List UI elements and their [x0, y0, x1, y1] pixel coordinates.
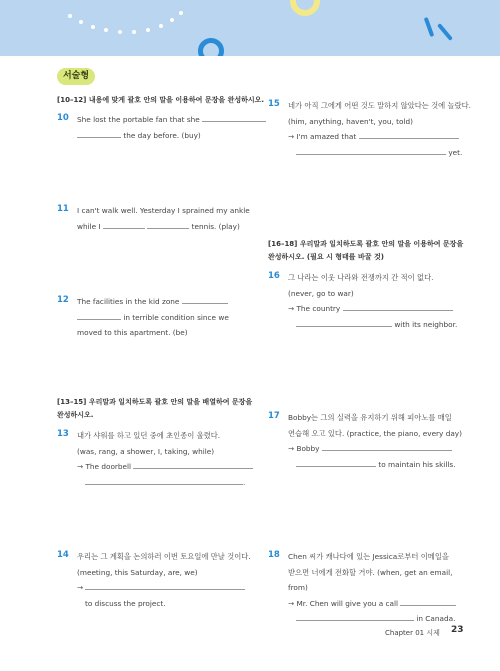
arrow-icon: →: [288, 598, 295, 608]
answer-blank[interactable]: [322, 442, 452, 451]
question-text: (him, anything, haven't, you, told): [288, 116, 413, 126]
answer-blank[interactable]: [400, 597, 456, 606]
decorative-slash: [437, 23, 453, 41]
answer-blank[interactable]: [202, 113, 266, 122]
decorative-dot: [159, 24, 163, 28]
question-text: yet.: [448, 147, 463, 157]
decorative-ring-blue: [198, 38, 224, 56]
decorative-dot: [68, 14, 72, 18]
arrow-icon: →: [77, 583, 84, 592]
answer-blank[interactable]: [77, 311, 121, 320]
question-text: the day before. (buy): [123, 130, 201, 140]
decorative-dot: [132, 30, 136, 34]
decorative-dot: [104, 28, 108, 32]
question-text: with its neighbor.: [394, 319, 458, 329]
answer-blank[interactable]: [296, 458, 376, 467]
question-number: 18: [268, 550, 280, 560]
question-number: 12: [57, 295, 69, 305]
question-number: 10: [57, 113, 69, 123]
answer-blank[interactable]: [359, 130, 459, 139]
question-text: Mr. Chen will give you a call: [296, 598, 399, 608]
question-text: to discuss the project.: [85, 598, 166, 608]
decorative-dot: [179, 11, 183, 15]
instruction-line: 완성하시오.: [57, 411, 94, 419]
instruction-16-18: [268, 238, 463, 264]
question-11: [77, 203, 250, 234]
question-number: 17: [268, 411, 280, 421]
instruction-line: [13–15] 우리말과 일치하도록 괄호 안의 말을 배열하여 문장을: [57, 398, 253, 406]
question-14: [77, 549, 251, 611]
question-18: [288, 549, 456, 627]
question-text: in terrible condition since we: [123, 312, 229, 322]
question-16: [288, 270, 457, 332]
question-text: 연습해 오고 있다. (practice, the piano, every day): [288, 428, 462, 438]
question-text: 우리는 그 계획을 논의하러 이번 토요일에 만날 것이다.: [77, 552, 251, 561]
question-text: 그 나라는 이웃 나라와 전쟁까지 간 적이 없다.: [288, 273, 434, 282]
question-number: 14: [57, 550, 69, 560]
question-text: (never, go to war): [288, 288, 354, 298]
page-number: 23: [451, 625, 464, 635]
decorative-dot: [91, 25, 95, 29]
question-number: 16: [268, 271, 280, 281]
instruction-line: [16–18] 우리말과 일치하도록 괄호 안의 말을 이용하여 문장을: [268, 240, 464, 248]
question-text: She lost the portable fan that she: [77, 115, 200, 124]
decorative-ring-yellow: [290, 0, 320, 16]
question-text: (was, rang, a shower, I, taking, while): [77, 446, 215, 456]
question-text: I can't walk well. Yesterday I sprained my ankle: [77, 206, 250, 215]
question-17: [288, 410, 462, 472]
question-text: The country: [296, 304, 341, 313]
question-text: Chen 씨가 캐나다에 있는 Jessica로부터 이메일을: [288, 552, 449, 561]
question-text: 네가 아직 그에게 어떤 것도 말하지 않았다는 것에 놀랐다.: [288, 101, 471, 110]
question-number: 13: [57, 429, 69, 439]
decorative-slash: [424, 17, 435, 37]
section-badge: 서술형: [57, 68, 95, 85]
answer-blank[interactable]: [296, 318, 392, 327]
question-text: 내가 샤워를 하고 있던 중에 초인종이 울렸다.: [77, 431, 221, 440]
arrow-icon: →: [288, 132, 295, 141]
question-text: Bobby는 그의 실력을 유지하기 위해 피아노를 매일: [288, 413, 452, 422]
answer-blank[interactable]: [296, 146, 446, 155]
answer-blank[interactable]: [103, 220, 145, 229]
arrow-icon: →: [288, 444, 295, 453]
instruction-13-15: [57, 396, 252, 422]
answer-blank[interactable]: [77, 129, 121, 138]
answer-blank[interactable]: [182, 295, 228, 304]
answer-blank[interactable]: [296, 612, 414, 621]
question-text: The facilities in the kid zone: [77, 297, 180, 306]
question-text: .: [243, 477, 246, 487]
instruction-line: 완성하시오. (필요 시 형태를 바꿀 것): [268, 253, 384, 261]
question-text: (meeting, this Saturday, are, we): [77, 567, 198, 577]
question-13: [77, 428, 253, 490]
question-text: 받으면 너에게 전화할 거야. (when, get an email,: [288, 567, 453, 577]
instruction-10-12: [10–12] 내용에 맞게 괄호 안의 말을 이용하여 문장을 완성하시오.: [57, 96, 265, 104]
decorative-dot: [118, 30, 122, 34]
decorative-dot: [146, 28, 150, 32]
answer-blank[interactable]: [147, 220, 189, 229]
chapter-label: Chapter 01 시제: [385, 629, 440, 637]
question-text: tennis. (play): [191, 221, 240, 231]
question-10: [77, 112, 266, 143]
page-header-band: [0, 0, 500, 56]
arrow-icon: →: [288, 304, 295, 313]
answer-blank[interactable]: [85, 476, 246, 487]
question-text: to maintain his skills.: [378, 459, 456, 469]
question-number: 15: [268, 99, 280, 109]
question-12: [77, 294, 229, 341]
question-text: I'm amazed that: [296, 132, 357, 141]
decorative-dot: [170, 18, 174, 22]
answer-blank[interactable]: [85, 581, 245, 590]
question-number: 11: [57, 204, 69, 214]
arrow-icon: →: [77, 462, 84, 471]
answer-blank[interactable]: [343, 302, 453, 311]
question-15: [288, 98, 471, 160]
answer-blank[interactable]: [133, 460, 253, 469]
question-text: moved to this apartment. (be): [77, 328, 188, 337]
question-text: while I: [77, 221, 101, 231]
decorative-dot: [79, 20, 83, 24]
question-text: in Canada.: [416, 614, 456, 623]
question-text: The doorbell: [85, 462, 132, 471]
question-text: Bobby: [296, 444, 320, 453]
question-text: from): [288, 583, 308, 592]
